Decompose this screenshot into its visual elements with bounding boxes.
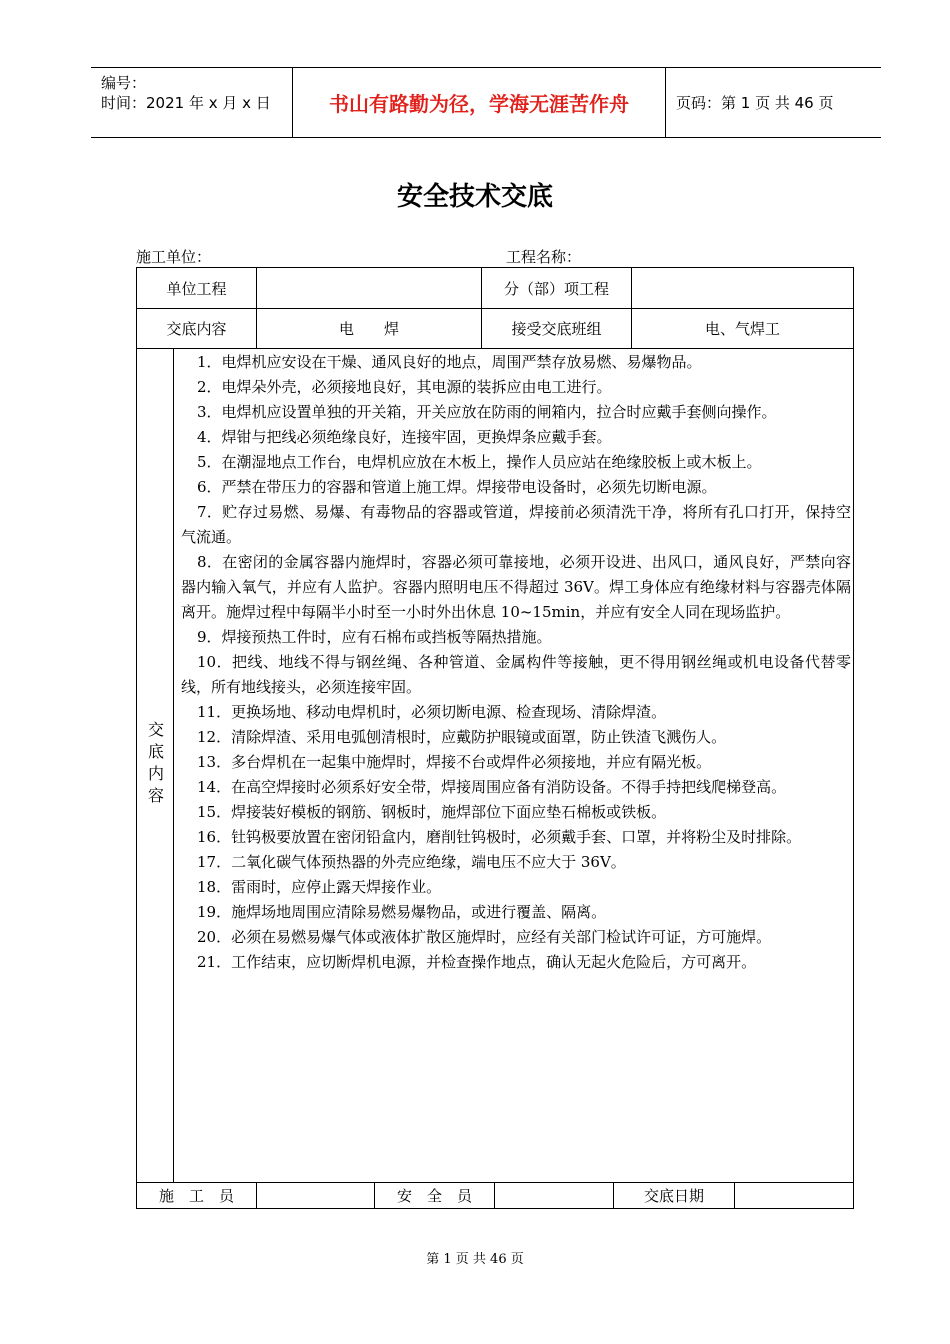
construction-unit-label: 施工单位： [136,248,212,266]
side-label: 交底内容 [145,721,165,809]
disclosure-item: 9．焊接预热工件时，应有石棉布或挡板等隔热措施。 [197,628,552,646]
disclosure-item: 4．焊钳与把线必须绝缘良好，连接牢固，更换焊条应戴手套。 [197,428,612,446]
disclosure-items [181,350,851,975]
page-info: 页码：第 1 页 共 46 页 [676,94,834,112]
disclosure-item: 12．清除焊渣、采用电弧刨清根时，应戴防护眼镜或面罩，防止铁渣飞溅伤人。 [197,728,727,746]
disclosure-item: 5．在潮湿地点工作台，电焊机应放在木板上，操作人员应站在绝缘胶板上或木板上。 [197,453,762,471]
disclosure-item: 21．工作结束，应切断焊机电源，并检查操作地点，确认无起火危险后，方可离开。 [197,953,757,971]
unit-project-label: 单位工程 [166,279,227,298]
disclosure-item: 17．二氧化碳气体预热器的外壳应绝缘，端电压不应大于 36V。 [197,853,626,871]
motto: 书山有路勤为径，学海无涯苦作舟 [329,92,629,116]
unit-project-value [257,268,481,308]
code-label: 编号： [101,74,147,92]
time-label: 时间：2021 年 x 月 x 日 [101,94,271,112]
disclosure-item: 10．把线、地线不得与钢丝绳、各种管道、金属构件等接触，更不得用钢丝绳或机电设备代替零线，所有地线接头，必须连接牢固。 [181,653,851,696]
disclosure-item: 7．贮存过易燃、易爆、有毒物品的容器或管道，焊接前必须清洗干净，将所有孔口打开，保持空气流通。 [181,503,851,546]
page-title: 安全技术交底 [396,182,553,212]
document-header [91,67,881,138]
sub-project-value [632,268,853,308]
team-label: 接受交底班组 [511,320,602,338]
disclosure-item: 8．在密闭的金属容器内施焊时，容器必须可靠接地，必须开设进、出风口，通风良好，严禁向容器内输入氧气，并应有人监护。容器内照明电压不得超过 36V。焊工身体应有绝缘材料与容器壳体隔离开。施焊过程中每隔半小时至一小时外出休息 10~15min，并应有安全人同在现场监护。 [181,553,851,621]
project-name-label: 工程名称： [506,248,582,266]
sub-project-label: 分（部）项工程 [503,279,609,298]
disclosure-item: 1．电焊机应安设在干燥、通风良好的地点，周围严禁存放易燃、易爆物品。 [197,353,702,371]
disclosure-table [136,267,854,1209]
disclosure-item: 6．严禁在带压力的容器和管道上施工焊。焊接带电设备时，必须先切断电源。 [197,478,717,496]
date-label: 交底日期 [643,1187,704,1205]
disclosure-item: 16．钍钨极要放置在密闭铅盒内，磨削钍钨极时，必须戴手套、口罩，并将粉尘及时排除。 [197,828,802,846]
worker-label: 施 工 员 [158,1187,234,1205]
disclosure-item: 2．电焊朵外壳，必须接地良好，其电源的装拆应由电工进行。 [197,378,612,396]
header-info-cell [91,68,292,137]
content-label: 交底内容 [166,320,227,338]
disclosure-item: 11．更换场地、移动电焊机时，必须切断电源、检查现场、清除焊渣。 [197,703,667,721]
page-footer: 第 1 页 共 46 页 [426,1252,524,1267]
side-label-cell [137,348,173,1182]
disclosure-item: 19．施焊场地周围应清除易燃易爆物品，或进行覆盖、隔离。 [197,903,607,921]
team-value: 电、气焊工 [704,320,780,338]
disclosure-item: 15．焊接装好模板的钢筋、钢板时，施焊部位下面应垫石棉板或铁板。 [197,803,667,821]
disclosure-item: 20．必须在易燃易爆气体或液体扩散区施焊时，应经有关部门检试许可证，方可施焊。 [197,928,772,946]
disclosure-item: 14．在高空焊接时必须系好安全带，焊接周围应备有消防设备。不得手持把线爬梯登高。 [197,778,787,796]
disclosure-item: 13．多台焊机在一起集中施焊时，焊接不台或焊件必须接地，并应有隔光板。 [197,753,712,771]
disclosure-item: 3．电焊机应设置单独的开关箱，开关应放在防雨的闸箱内，拉合时应戴手套侧向操作。 [197,403,777,421]
content-value: 电 焊 [338,320,399,338]
disclosure-item: 18．雷雨时，应停止露天焊接作业。 [197,878,442,896]
safety-officer-label: 安 全 员 [396,1187,472,1205]
